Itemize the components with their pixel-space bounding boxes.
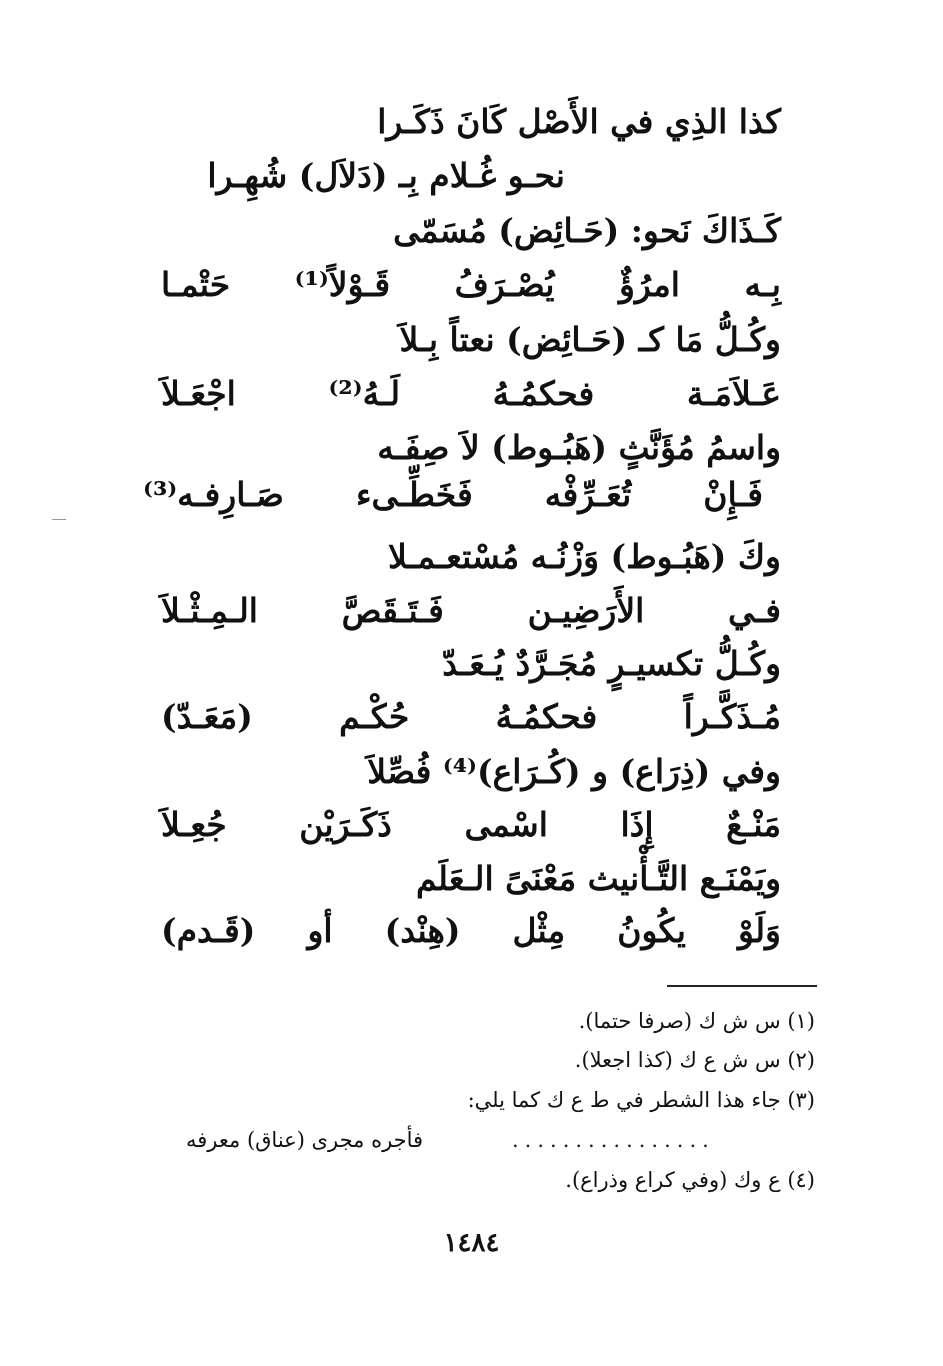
verse-line-6: عَـلاَمَـة فحكمُـهُ لَـهُ⁽²⁾ اجْعَـلاَ xyxy=(161,374,782,413)
verse-line-9: وكَ (هَبُـوط) وَزْنُـه مُسْتعـمـلا xyxy=(388,537,781,576)
footnote-1: (١) س ش ك (صرفا حتما). xyxy=(578,1009,815,1033)
verse-line-5: وكُـلُّ مَا كـ (حَـائِض) نعتاً بِـلاَ xyxy=(399,320,781,359)
footnote-3: (٣) جاء هذا الشطر في ط ع ك كما يلي: xyxy=(467,1088,815,1112)
verse-line-1: كذا الذِي في الأَصْل كَانَ ذَكَـرا xyxy=(377,102,781,141)
verse-line-14: مَنْـعٌ إِذَا اسْمى ذَكَـرَيْن جُعِـلاَ xyxy=(161,805,781,844)
verse-line-11: وكُـلُّ تكسيـرٍ مُجَـرَّدٌ يُـعَـدّ xyxy=(442,644,781,683)
footnote-4: (٤) ع وك (وفي كراع وذراع). xyxy=(565,1168,815,1192)
footnote-2: (٢) س ش ع ك (كذا اجعلا). xyxy=(574,1048,815,1072)
margin-mark xyxy=(52,519,66,520)
footnote-poem-line: فأجره مجرى (عناق) معرفه xyxy=(186,1128,424,1152)
footnote-poem-dots: ................ xyxy=(512,1128,715,1152)
verse-line-10: فـي الأَرَضِيـن فَـتَـقَصَّ الـمِـثْـلاَ xyxy=(161,591,781,630)
verse-line-8: فَـإِنْ تُعَـرِّفْه فَخَطِّـىء صَـارِفـه⁽³⁾ xyxy=(143,475,763,514)
verse-line-3: كَـذَاكَ نَحو: (حَـائِض) مُسَمّى xyxy=(393,211,781,250)
verse-line-7: واسمُ مُؤَنَّثٍ (هَبُـوط) لاَ صِفَـه xyxy=(377,428,781,467)
verse-line-15: ويَمْنَـع التَّـأْنيث مَعْنَىً الـعَلَم xyxy=(415,859,781,898)
verse-line-13: وفي (ذِرَاع) و (كُـرَاع)⁽⁴⁾ فُصِّلاَ xyxy=(367,752,781,791)
verse-line-16: وَلَوْ يكُونُ مِثْل (هِنْد) أو (قَـدم) xyxy=(161,911,781,950)
verse-line-4: بِـه امرُؤٌ يُصْـرَفُ قَـوْلاً⁽¹⁾ حَتْمـا xyxy=(161,265,781,304)
footnote-separator xyxy=(667,985,817,987)
verse-line-12: مُـذَكَّـراً فحكمُـهُ حُكْـم (مَعَـدّ) xyxy=(161,697,781,736)
page-number: ١٤٨٤ xyxy=(443,1228,500,1258)
verse-line-2: نحـو غُـلام بِـ (دَلاَل) شُهِـرا xyxy=(207,156,565,195)
